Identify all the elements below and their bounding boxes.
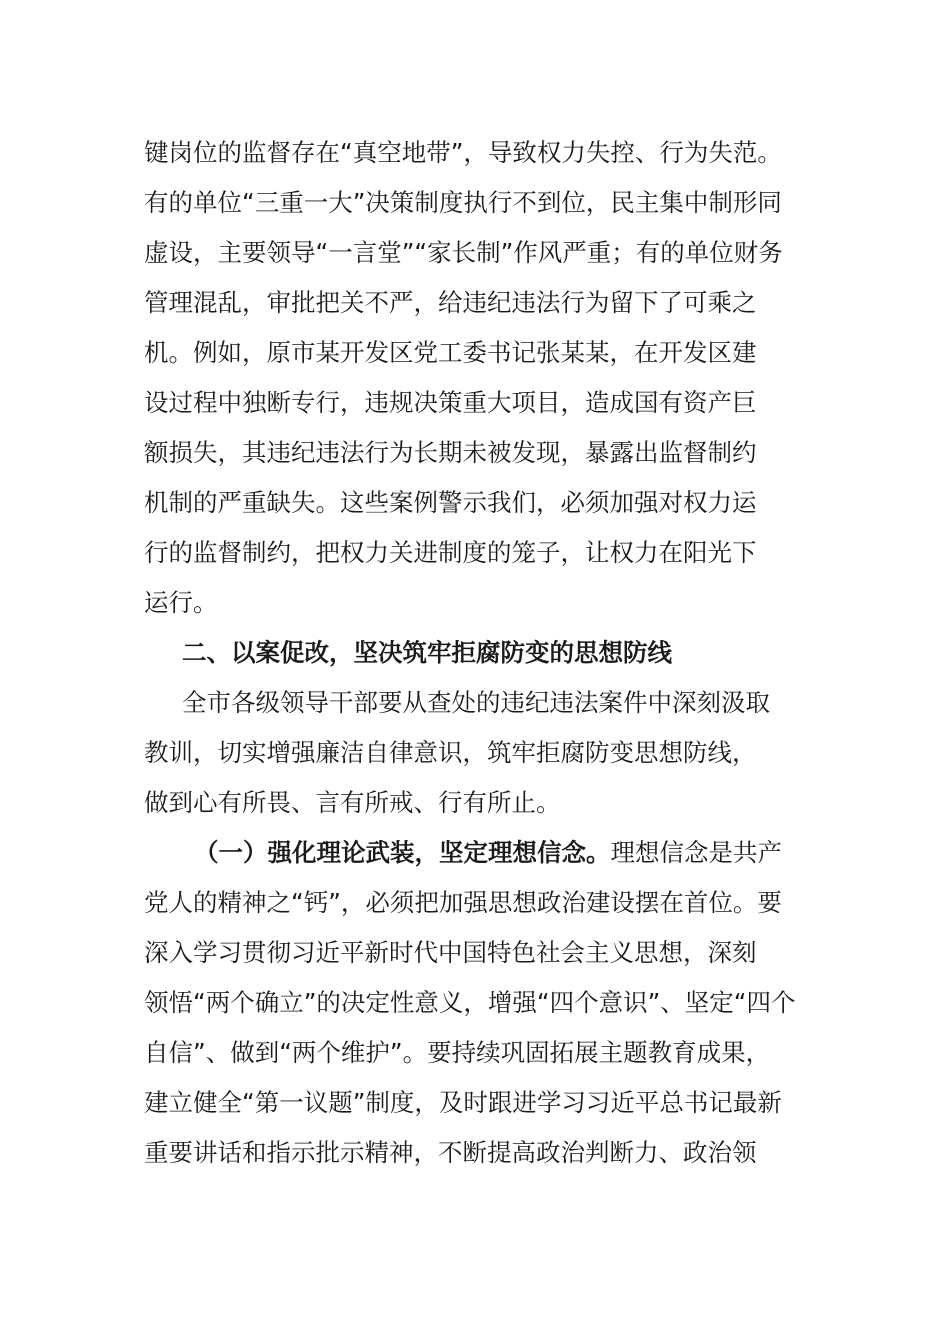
body-line: 有的单位“三重一大”决策制度执行不到位，民主集中制形同 [144,188,782,217]
body-line: 键岗位的监督存在“真空地带”，导致权力失控、行为失范。 [144,138,782,167]
body-line: 虚设，主要领导“一言堂”“家长制”作风严重；有的单位财务 [144,238,783,267]
subheading-tail: 理想信念是共产 [610,838,782,867]
section-heading: 二、以案促改，坚决筑牢拒腐防变的思想防线 [182,638,672,667]
body-line: 党人的精神之“钙”，必须把加强思想政治建设摆在首位。要 [144,888,782,917]
body-line: 管理混乱，审批把关不严，给违纪违法行为留下了可乘之 [144,288,757,317]
body-line: 全市各级领导干部要从查处的违纪违法案件中深刻汲取 [182,688,770,717]
subheading: （一）强化理论武装，坚定理想信念。 [194,838,611,867]
document-body [144,128,804,1178]
body-line: 行的监督制约，把权力关进制度的笼子，让权力在阳光下 [144,538,757,567]
body-line: 额损失，其违纪违法行为长期未被发现，暴露出监督制约 [144,438,757,467]
body-line: 领悟“两个确立”的决定性意义，增强“四个意识”、坚定“四个 [144,988,796,1017]
body-line: 深入学习贯彻习近平新时代中国特色社会主义思想，深刻 [144,938,757,967]
body-line: 建立健全“第一议题”制度，及时跟进学习习近平总书记最新 [144,1088,782,1117]
body-line: 自信”、做到“两个维护”。要持续巩固拓展主题教育成果， [144,1038,771,1067]
body-line: 机。例如，原市某开发区党工委书记张某某，在开发区建 [144,338,757,367]
body-line: 设过程中独断专行，违规决策重大项目，造成国有资产巨 [144,388,757,417]
subheading-line [144,828,804,878]
body-line: 重要讲话和指示批示精神，不断提高政治判断力、政治领 [144,1138,757,1167]
body-line: 机制的严重缺失。这些案例警示我们，必须加强对权力运 [144,488,757,517]
body-line: 教训，切实增强廉洁自律意识，筑牢拒腐防变思想防线， [144,738,757,767]
body-line: 做到心有所畏、言有所戒、行有所止。 [144,788,561,817]
body-line: 运行。 [144,588,218,617]
